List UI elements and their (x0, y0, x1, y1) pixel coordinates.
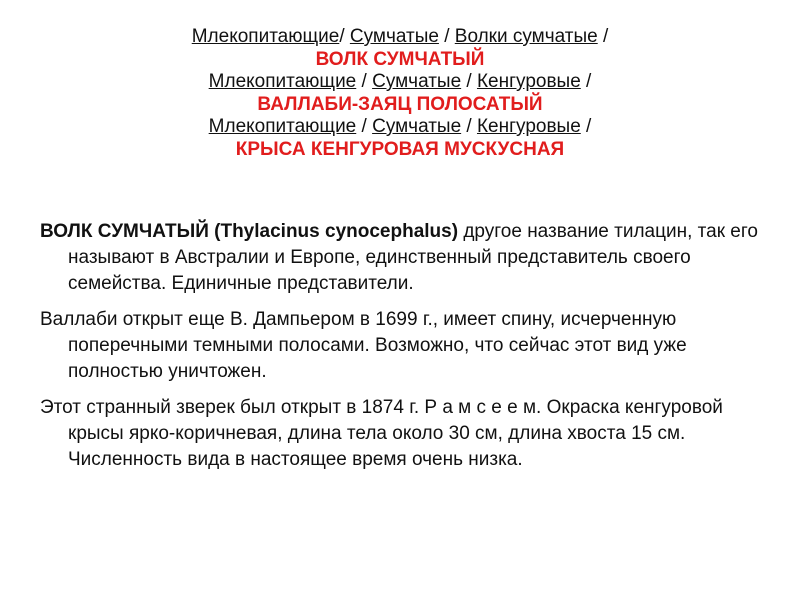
breadcrumb-separator: / (339, 26, 350, 47)
classification-header (0, 26, 800, 161)
breadcrumb (0, 116, 800, 139)
breadcrumb-separator: / (356, 71, 373, 92)
breadcrumb-separator: / (461, 116, 477, 137)
breadcrumb (0, 26, 800, 49)
breadcrumb-link-family[interactable]: Кенгуровые (476, 116, 581, 137)
paragraph-text: Валлаби открыт еще В. Дампьером в 1699 г., имеет спину, исчерченную поперечными темными полосами. Возможно, что сейчас этот вид уже полностью уничтожен. (40, 309, 687, 382)
breadcrumb-link-family[interactable]: Кенгуровые (476, 71, 581, 92)
breadcrumb-link-mammals[interactable]: Млекопитающие (208, 116, 357, 137)
paragraph-wallaby (40, 307, 760, 385)
breadcrumb-separator: / (580, 116, 592, 137)
species-title: ВОЛК СУМЧАТЫЙ (315, 48, 485, 70)
breadcrumb-link-mammals[interactable]: Млекопитающие (191, 26, 340, 47)
breadcrumb-separator: / (438, 26, 455, 47)
breadcrumb (0, 71, 800, 94)
description-body (40, 219, 760, 483)
paragraph-text: Этот странный зверек был открыт в 1874 г. Р а м с е е м. Окраска кенгуровой крысы ярко-коричневая, длина тела около 30 см, длина хвоста 15 см. Численность вида в настоящее время очень низка. (40, 397, 723, 470)
species-title: ВАЛЛАБИ-ЗАЯЦ ПОЛОСАТЫЙ (257, 93, 543, 115)
paragraph-rat-kangaroo (40, 395, 760, 473)
breadcrumb-link-marsupials[interactable]: Сумчатые (349, 26, 439, 47)
breadcrumb-link-marsupials[interactable]: Сумчатые (372, 71, 462, 92)
breadcrumb-link-marsupials[interactable]: Сумчатые (372, 116, 462, 137)
breadcrumb-separator: / (580, 71, 592, 92)
species-title: КРЫСА КЕНГУРОВАЯ МУСКУСНАЯ (235, 138, 565, 160)
paragraph-lead-bold: ВОЛК СУМЧАТЫЙ (Thylacinus cynocephalus) (40, 221, 459, 242)
breadcrumb-separator: / (597, 26, 609, 47)
breadcrumb-link-mammals[interactable]: Млекопитающие (208, 71, 357, 92)
paragraph-text: другое название тилацин, так его называют в Австралии и Европе, единственный представитель своего семейства. Единичные представители. (68, 221, 758, 294)
breadcrumb-link-family[interactable]: Волки сумчатые (454, 26, 598, 47)
breadcrumb-separator: / (356, 116, 373, 137)
paragraph-thylacine (40, 219, 760, 297)
breadcrumb-separator: / (461, 71, 477, 92)
